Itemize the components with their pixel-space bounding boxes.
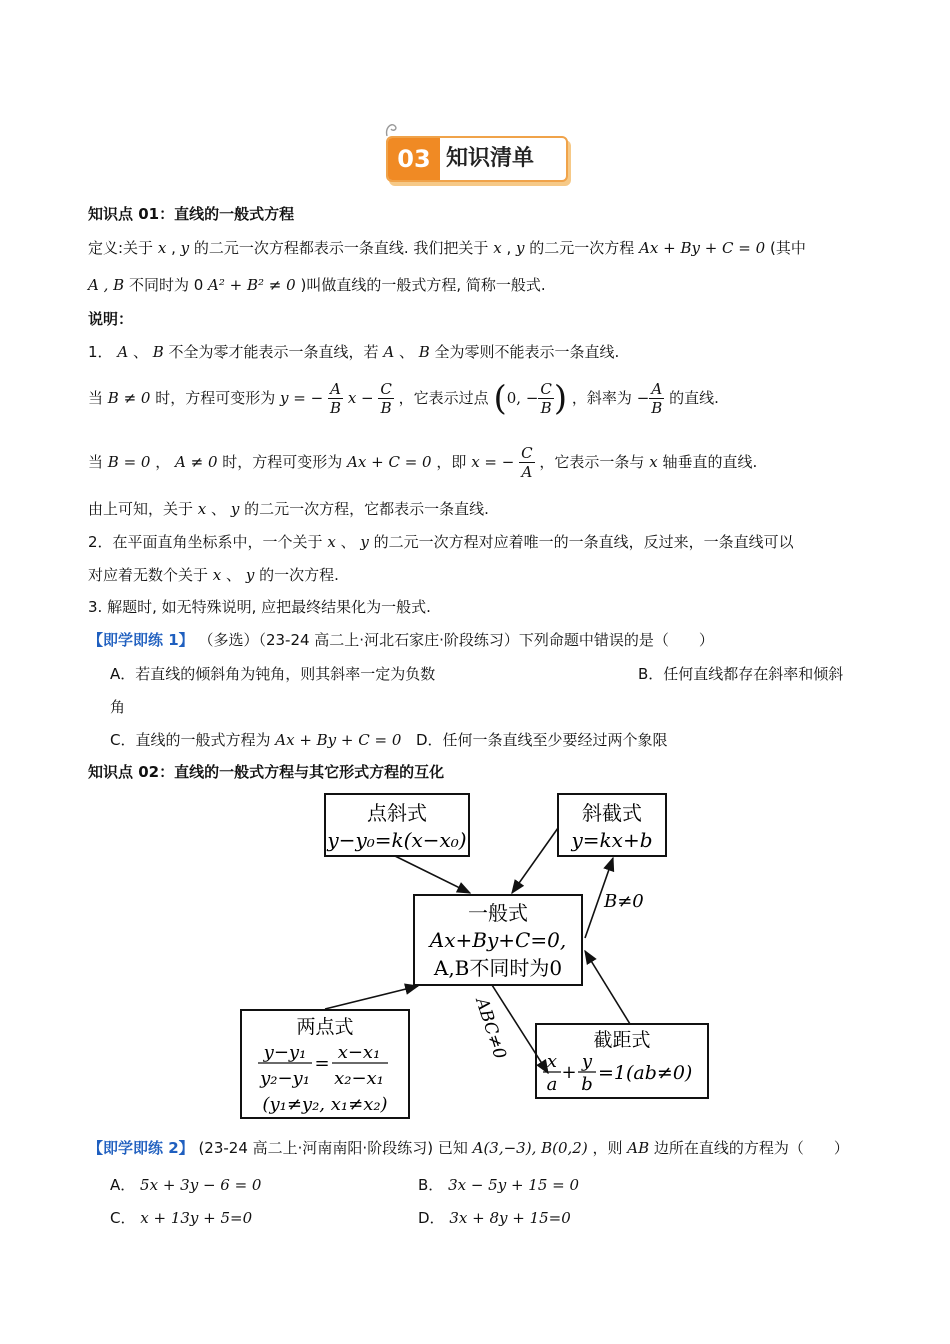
two-point-den-left: y₂−y₁	[260, 1068, 310, 1089]
kp1-title: 知识点 01：直线的一般式方程	[88, 205, 295, 223]
svg-text:+: +	[561, 1062, 577, 1083]
svg-text:b: b	[581, 1074, 593, 1095]
arrow-slope-int-to-general	[512, 828, 558, 893]
note-3: 当 B = 0 ， A ≠ 0 时，方程可变形为 Ax + C = 0 ，即 x = − $\frac{C}{A}$ ，它表示一条与 x 轴垂直的直线.	[88, 444, 758, 481]
svg-text:y: y	[581, 1051, 593, 1072]
general-condition: A,B不同时为0	[433, 956, 563, 980]
intercept-eq: =1(ab≠0)	[598, 1062, 693, 1084]
exercise-1-tag: 【即学即练 1】	[88, 631, 194, 649]
point-slope-title: 点斜式	[367, 801, 427, 825]
svg-text:x: x	[546, 1051, 558, 1072]
arrow-two-point-to-general	[325, 986, 418, 1009]
exercise-1-option-b-cont: 角	[110, 698, 126, 716]
intercept-title: 截距式	[593, 1029, 651, 1051]
exercise-2-option-b[interactable]: B． 3x − 5y + 15 = 0	[418, 1176, 580, 1194]
exercise-1-option-b[interactable]: B．任何直线都存在斜率和倾斜	[638, 665, 844, 683]
exercise-2-tag: 【即学即练 2】	[88, 1139, 194, 1157]
svg-text:=: =	[314, 1053, 330, 1074]
exercise-2-option-d[interactable]: D． 3x + 8y + 15=0	[418, 1209, 571, 1227]
two-point-condition: (y₁≠y₂, x₁≠x₂)	[262, 1094, 388, 1115]
note-7: 3. 解题时, 如无特殊说明, 应把最终结果化为一般式.	[88, 598, 431, 616]
exercise-1-option-d[interactable]: D．任何一条直线至少要经过两个象限	[416, 731, 668, 749]
badge-title: 知识清单	[446, 146, 535, 171]
slope-intercept-title: 斜截式	[582, 801, 642, 825]
exercise-2-option-c[interactable]: C． x + 13y + 5=0	[110, 1209, 253, 1227]
exercise-2-option-a[interactable]: A． 5x + 3y − 6 = 0	[110, 1176, 262, 1194]
arrow-point-slope-to-general	[395, 856, 470, 893]
badge-number: 03	[388, 138, 440, 180]
two-point-title: 两点式	[296, 1016, 354, 1038]
kp1-definition-line1: 定义:关于 x , y 的二元一次方程都表示一条直线. 我们把关于 x , y 的二元一次方程 Ax + By + C = 0 (其中	[88, 239, 806, 257]
point-slope-eq: y−y₀=k(x−x₀)	[327, 828, 467, 852]
note-4: 由上可知，关于 x 、 y 的二元一次方程，它都表示一条直线.	[88, 500, 489, 518]
kp2-title: 知识点 02：直线的一般式方程与其它形式方程的互化	[88, 763, 445, 781]
kp1-definition-line2: A , B 不同时为 0 A² + B² ≠ 0 )叫做直线的一般式方程, 简称一般式.	[88, 276, 546, 294]
note-5: 2．在平面直角坐标系中，一个关于 x 、 y 的二元一次方程对应着唯一的一条直线，反过来，一条直线可以	[88, 533, 794, 551]
exercise-1-stem: 【即学即练 1】 （多选）（23-24 高二上·河北石家庄·阶段练习）下列命题中错误的是（ ）	[88, 631, 714, 649]
arrow-intercept-to-general	[585, 951, 630, 1024]
general-title: 一般式	[468, 901, 528, 925]
two-point-num-right: x−x₁	[337, 1042, 381, 1063]
exercise-1-option-c[interactable]: C．直线的一般式方程为 Ax + By + C = 0	[110, 731, 402, 749]
slope-intercept-eq: y=kx+b	[571, 828, 653, 852]
exercise-2-stem: 【即学即练 2】 (23-24 高二上·河南南阳·阶段练习) 已知 A(3,−3), B(0,2) ，则 AB 边所在直线的方程为（ ）	[88, 1139, 849, 1157]
note-1: 1． A 、 B 不全为零才能表示一条直线，若 A 、 B 全为零则不能表示一条直线.	[88, 343, 620, 361]
note-6: 对应着无数个关于 x 、 y 的一次方程.	[88, 566, 339, 584]
two-point-num-left: y−y₁	[263, 1042, 307, 1063]
label-abc-nonzero: ABC≠0	[471, 995, 510, 1062]
general-eq: Ax+By+C=0,	[429, 928, 567, 952]
note-2: 当 B ≠ 0 时，方程可变形为 y = − $\frac{A}{B}$ x − $\frac{C}{B}$ ，它表示过点 (0, − $\frac{C}{B}$ ) ，斜率为 − $\frac{A}{B}$ 的直线.	[88, 378, 719, 419]
note-title: 说明：	[88, 310, 134, 328]
two-point-den-right: x₂−x₁	[334, 1068, 384, 1089]
svg-text:a: a	[546, 1074, 558, 1095]
exercise-1-option-a[interactable]: A．若直线的倾斜角为钝角，则其斜率一定为负数	[110, 665, 436, 683]
label-b-nonzero: B≠0	[604, 891, 644, 912]
general-equation: Ax + By + C = 0	[639, 239, 766, 257]
